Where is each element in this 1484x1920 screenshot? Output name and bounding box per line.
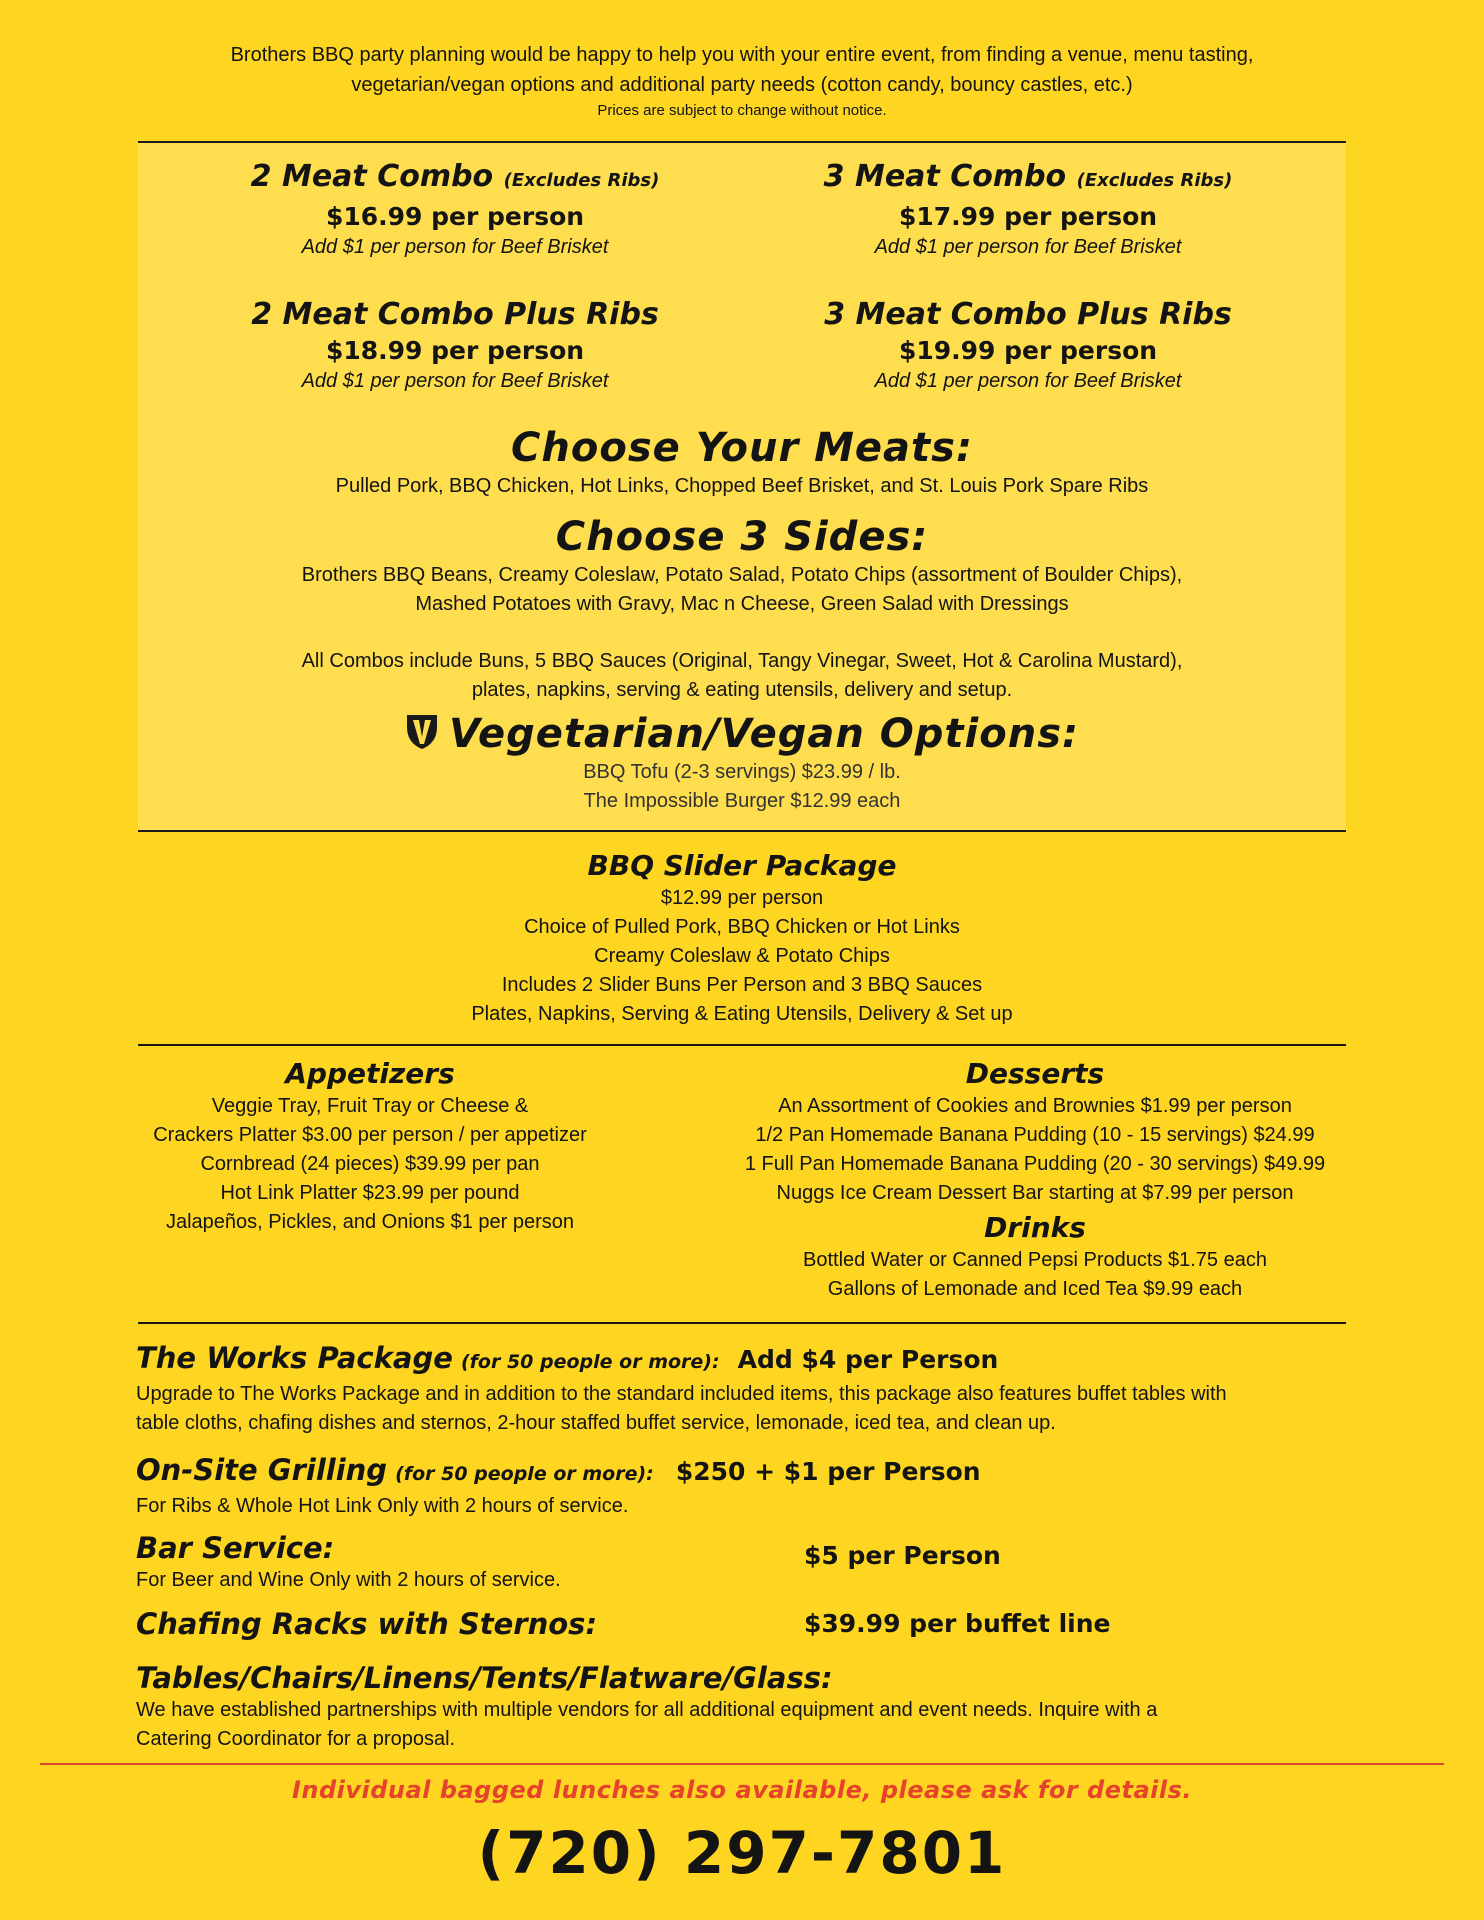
slider-price: $12.99 per person <box>660 887 824 909</box>
sides-line-1: Brothers BBQ Beans, Creamy Coleslaw, Potato Salad, Potato Chips (assortment of Boulder Chips), <box>301 564 1183 586</box>
combo-price: $17.99 per person <box>898 202 1158 231</box>
grilling-section <box>136 1452 1376 1521</box>
meats-section <box>138 424 1346 501</box>
vegetarian-heading: Vegetarian/Vegan Options: <box>449 711 1079 757</box>
grilling-heading: On-Site Grilling <box>136 1453 388 1487</box>
included-line-1: All Combos include Buns, 5 BBQ Sauces (Original, Tangy Vinegar, Sweet, Hot & Carolina Mustard), <box>301 650 1183 672</box>
grilling-qualifier: (for 50 people or more): <box>395 1463 654 1485</box>
bar-desc: For Beer and Wine Only with 2 hours of service. <box>136 1569 561 1591</box>
desserts-heading: Desserts <box>965 1057 1105 1090</box>
appetizer-item: Cornbread (24 pieces) $39.99 per pan <box>200 1153 540 1175</box>
equipment-desc-1: We have established partnerships with multiple vendors for all additional equipment and event needs. Inquire with a <box>136 1699 1158 1721</box>
appetizers-section <box>110 1056 630 1237</box>
combo-note: Add $1 per person for Beef Brisket <box>874 370 1182 392</box>
works-desc-1: Upgrade to The Works Package and in addition to the standard included items, this package also features buffet tables with <box>136 1383 1227 1405</box>
combo-name: 3 Meat Combo Plus Ribs <box>824 297 1232 332</box>
bar-price: $5 per Person <box>804 1541 1001 1570</box>
appetizer-item: Veggie Tray, Fruit Tray or Cheese & <box>211 1095 529 1117</box>
slider-line-4: Plates, Napkins, Serving & Eating Utensils, Delivery & Set up <box>471 1003 1013 1025</box>
intro <box>100 40 1384 122</box>
equipment-desc-2: Catering Coordinator for a proposal. <box>136 1728 456 1750</box>
slider-line-3: Includes 2 Slider Buns Per Person and 3 BBQ Sauces <box>501 974 983 996</box>
meats-heading: Choose Your Meats: <box>511 425 973 471</box>
combo-note: Add $1 per person for Beef Brisket <box>301 236 609 258</box>
combo-price: $19.99 per person <box>898 336 1158 365</box>
slider-heading: BBQ Slider Package <box>587 849 897 882</box>
desserts-section <box>700 1056 1370 1304</box>
combo-3-meat <box>738 158 1318 260</box>
intro-line-1: Brothers BBQ party planning would be happy to help you with your entire event, from finding a venue, menu tasting, <box>230 44 1254 66</box>
dessert-item: Nuggs Ice Cream Dessert Bar starting at $7.99 per person <box>776 1182 1294 1204</box>
works-price: Add $4 per Person <box>737 1345 999 1374</box>
dessert-item: 1 Full Pan Homemade Banana Pudding (20 - 30 servings) $49.99 <box>744 1153 1326 1175</box>
combo-qualifier: (Excludes Ribs) <box>1076 170 1233 191</box>
works-section <box>136 1340 1376 1438</box>
combo-note: Add $1 per person for Beef Brisket <box>301 370 609 392</box>
slider-section <box>138 848 1346 1029</box>
price-disclaimer: Prices are subject to change without notice. <box>597 102 887 119</box>
combo-note: Add $1 per person for Beef Brisket <box>874 236 1182 258</box>
sides-section <box>138 513 1346 705</box>
appetizer-item: Crackers Platter $3.00 per person / per appetizer <box>153 1124 587 1146</box>
bar-section <box>136 1530 836 1595</box>
works-qualifier: (for 50 people or more): <box>460 1351 720 1373</box>
meats-list: Pulled Pork, BBQ Chicken, Hot Links, Chopped Beef Brisket, and St. Louis Pork Spare Ribs <box>335 475 1149 497</box>
combo-name: 2 Meat Combo Plus Ribs <box>251 297 659 332</box>
equipment-heading: Tables/Chairs/Linens/Tents/Flatware/Glass: <box>136 1661 833 1695</box>
included-line-2: plates, napkins, serving & eating utensils, delivery and setup. <box>471 679 1013 701</box>
grilling-desc: For Ribs & Whole Hot Link Only with 2 hours of service. <box>136 1495 629 1517</box>
bar-heading: Bar Service: <box>136 1531 335 1565</box>
intro-line-2: vegetarian/vegan options and additional party needs (cotton candy, bouncy castles, etc.) <box>351 74 1133 96</box>
drinks-heading: Drinks <box>984 1211 1086 1244</box>
combo-2-meat-ribs <box>165 296 745 394</box>
combo-3-meat-ribs <box>738 296 1318 394</box>
drink-item: Gallons of Lemonade and Iced Tea $9.99 each <box>827 1278 1243 1300</box>
works-desc-2: table cloths, chafing dishes and sternos, 2-hour staffed buffet service, lemonade, iced tea, and clean up. <box>136 1412 1056 1434</box>
divider-slider-bottom <box>138 1044 1346 1046</box>
vegetarian-item-burger: The Impossible Burger $12.99 each <box>583 790 901 812</box>
slider-line-1: Choice of Pulled Pork, BBQ Chicken or Hot Links <box>524 916 960 938</box>
combo-name: 3 Meat Combo <box>823 159 1067 194</box>
vegetarian-section <box>138 710 1346 816</box>
dessert-item: An Assortment of Cookies and Brownies $1.99 per person <box>778 1095 1292 1117</box>
appetizers-heading: Appetizers <box>285 1057 455 1090</box>
divider-panel-bottom <box>138 830 1346 832</box>
drink-item: Bottled Water or Canned Pepsi Products $1.75 each <box>803 1249 1267 1271</box>
combo-name: 2 Meat Combo <box>250 159 494 194</box>
chafing-heading: Chafing Racks with Sternos: <box>136 1607 598 1641</box>
appetizer-item: Hot Link Platter $23.99 per pound <box>220 1182 520 1204</box>
combo-price: $18.99 per person <box>325 336 585 365</box>
combo-2-meat <box>165 158 745 260</box>
sides-line-2: Mashed Potatoes with Gravy, Mac n Cheese, Green Salad with Dressings <box>415 593 1069 615</box>
grilling-price: $250 + $1 per Person <box>675 1457 981 1486</box>
divider-menu-bottom <box>138 1322 1346 1324</box>
vegan-v-icon <box>405 713 439 751</box>
combo-qualifier: (Excludes Ribs) <box>503 170 660 191</box>
phone-number: (720) 297-7801 <box>477 1819 1007 1887</box>
slider-line-2: Creamy Coleslaw & Potato Chips <box>594 945 890 967</box>
bagged-lunch-note: Individual bagged lunches also available, please ask for details. <box>291 1776 1193 1804</box>
works-heading: The Works Package <box>136 1341 453 1375</box>
sides-heading: Choose 3 Sides: <box>555 514 929 560</box>
dessert-item: 1/2 Pan Homemade Banana Pudding (10 - 15 servings) $24.99 <box>755 1124 1315 1146</box>
appetizer-item: Jalapeños, Pickles, and Onions $1 per person <box>165 1211 575 1233</box>
combo-price: $16.99 per person <box>325 202 585 231</box>
vegetarian-item-tofu: BBQ Tofu (2-3 servings) $23.99 / lb. <box>583 761 901 783</box>
equipment-section <box>136 1660 1376 1754</box>
chafing-price: $39.99 per buffet line <box>804 1609 1111 1638</box>
divider-footer <box>40 1763 1444 1765</box>
